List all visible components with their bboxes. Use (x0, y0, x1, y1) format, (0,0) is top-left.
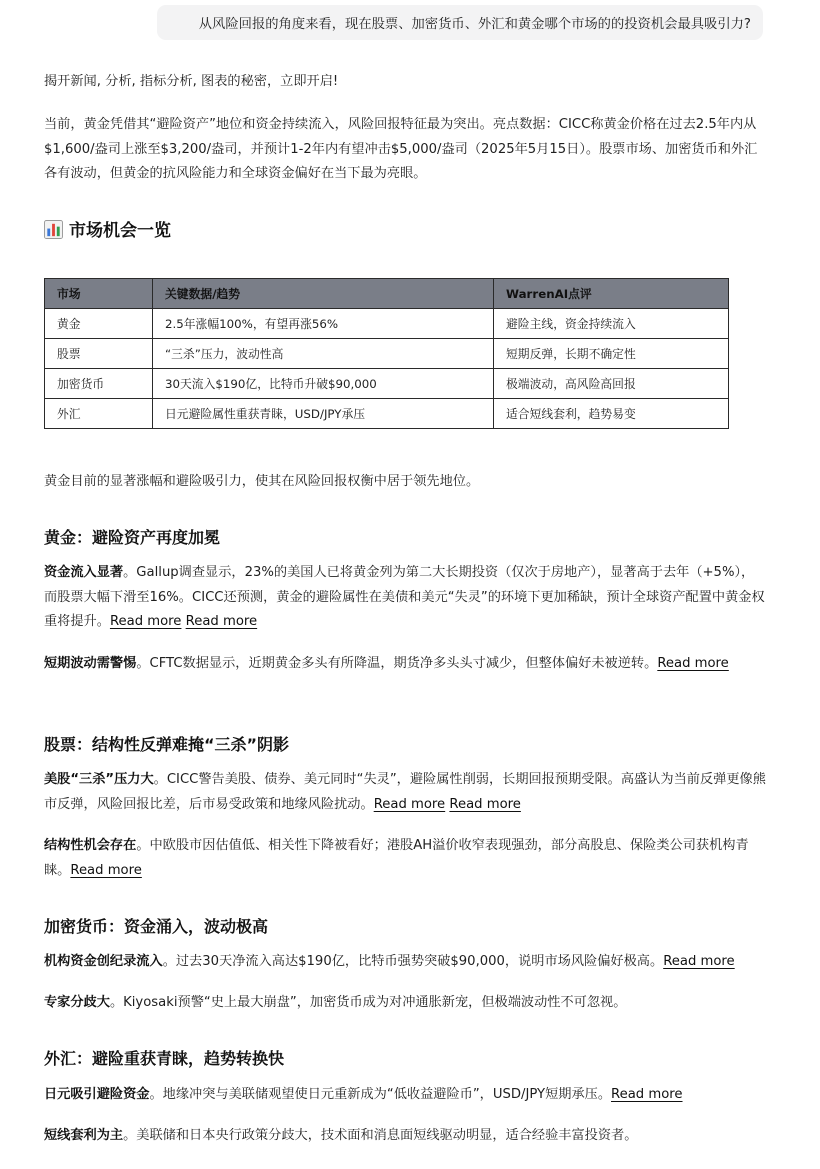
table-cell: “三杀”压力，波动性高 (153, 339, 494, 369)
table-header-cell: 关键数据/趋势 (153, 279, 494, 309)
fx-section-title: 外汇：避险重获青睐，趋势转换快 (44, 1049, 285, 1068)
fx-paragraph-1 (44, 1083, 766, 1108)
table-cell: 避险主线，资金持续流入 (494, 309, 729, 339)
table-row (45, 369, 729, 399)
gold-p1-bold: 资金流入显著 (44, 565, 124, 580)
gold-paragraph-1 (44, 561, 766, 635)
table-cell: 股票 (45, 339, 153, 369)
market-overview-table (44, 278, 729, 429)
conclusion-paragraph: 黄金目前的显著涨幅和避险吸引力，使其在风险回报权衡中居于领先地位。 (44, 474, 480, 489)
read-more-link[interactable]: Read more (185, 614, 258, 629)
intro-line: 揭开新闻, 分析, 指标分析, 图表的秘密，立即开启! (44, 74, 339, 89)
table-cell: 30天流入$190亿，比特币升破$90,000 (153, 369, 494, 399)
stocks-p1-text: 。CICC警告美股、债券、美元同时“失灵”，避险属性削弱，长期回报预期受限。高盛认为当前反弹更像熊市反弹，风险回报比差，后市易受政策和地缘风险扰动。 (44, 772, 766, 812)
overview-heading (44, 216, 171, 241)
table-header-cell: WarrenAI点评 (494, 279, 729, 309)
stocks-paragraph-1 (44, 768, 766, 817)
crypto-paragraph-1 (44, 950, 766, 975)
table-row (45, 339, 729, 369)
table-cell: 日元避险属性重获青睐，USD/JPY承压 (153, 399, 494, 429)
read-more-link[interactable]: Read more (373, 796, 446, 812)
table-cell: 极端波动，高风险高回报 (494, 369, 729, 399)
gold-p1-text: 。Gallup调查显示，23%的美国人已将黄金列为第二大长期投资（仅次于房地产），显著高于去年（+5%），而股票大幅下滑至16%。CICC还预测，黄金的避险属性在美债和美元“失灵”的环境下更加稀缺，预计全球资产配置中黄金权重将提升。 (44, 565, 765, 629)
summary-paragraph: 当前，黄金凭借其“避险资产”地位和资金持续流入，风险回报特征最为突出。亮点数据：CICC称黄金价格在过去2.5年内从$1,600/盎司上涨至$3,200/盎司，并预计1-2年内有望冲击$5,000/盎司（2025年5月15日）。股票市场、加密货币和外汇各有波动，但黄金的抗风险能力和全球资金偏好在当下最为亮眼。 (44, 117, 758, 181)
overview-heading-text: 市场机会一览 (69, 221, 171, 241)
gold-p2-bold: 短期波动需警惕 (44, 656, 137, 671)
bar-chart-icon (44, 220, 63, 239)
table-cell: 适合短线套利，趋势易变 (494, 399, 729, 429)
stocks-paragraph-2 (44, 834, 766, 883)
table-header-row (45, 279, 729, 309)
table-cell: 2.5年涨幅100%，有望再涨56% (153, 309, 494, 339)
table-cell: 短期反弹，长期不确定性 (494, 339, 729, 369)
read-more-link[interactable]: Read more (657, 656, 729, 671)
fx-p1-bold: 日元吸引避险资金 (44, 1087, 150, 1102)
table-cell: 加密货币 (45, 369, 153, 399)
fx-p2-bold: 短线套利为主 (44, 1128, 124, 1143)
gold-p2-text: 。CFTC数据显示，近期黄金多头有所降温，期货净多头头寸减少，但整体偏好未被逆转。 (136, 656, 658, 671)
table-row (45, 399, 729, 429)
table-row (45, 309, 729, 339)
read-more-link[interactable]: Read more (663, 954, 735, 969)
crypto-paragraph-2 (44, 991, 766, 1016)
read-more-link[interactable]: Read more (449, 796, 521, 812)
stocks-p2-bold: 结构性机会存在 (44, 838, 137, 853)
stocks-p2-text: 。中欧股市因估值低、相关性下降被看好；港股AH溢价收窄表现强劲，部分高股息、保险类公司获机构青睐。 (44, 838, 749, 878)
crypto-p2-bold: 专家分歧大 (44, 995, 110, 1010)
crypto-p1-text: 。过去30天净流入高达$190亿，比特币强势突破$90,000，说明市场风险偏好极高。 (162, 954, 664, 969)
stocks-p1-bold: 美股“三杀”压力大 (44, 772, 154, 787)
gold-paragraph-2 (44, 652, 766, 677)
user-message-bubble (157, 5, 763, 40)
table-cell: 黄金 (45, 309, 153, 339)
stocks-section-title: 股票：结构性反弹难掩“三杀”阴影 (44, 735, 290, 754)
read-more-link[interactable]: Read more (611, 1087, 683, 1102)
crypto-section-title: 加密货币：资金涌入，波动极高 (44, 917, 269, 936)
table-header-cell: 市场 (45, 279, 153, 309)
read-more-link[interactable]: Read more (109, 614, 182, 629)
read-more-link[interactable]: Read more (70, 862, 142, 878)
fx-p2-text: 。美联储和日本央行政策分歧大，技术面和消息面短线驱动明显，适合经验丰富投资者。 (123, 1128, 638, 1143)
table-cell: 外汇 (45, 399, 153, 429)
gold-section-title: 黄金：避险资产再度加冕 (44, 528, 221, 547)
fx-p1-text: 。地缘冲突与美联储观望使日元重新成为“低收益避险币”，USD/JPY短期承压。 (149, 1087, 612, 1102)
user-message-text: 从风险回报的角度来看，现在股票、加密货币、外汇和黄金哪个市场的的投资机会最具吸引力? (198, 17, 751, 32)
crypto-p1-bold: 机构资金创纪录流入 (44, 954, 163, 969)
fx-paragraph-2 (44, 1124, 766, 1149)
crypto-p2-text: 。Kiyosaki预警“史上最大崩盘”，加密货币成为对冲通胀新宠，但极端波动性不可忽视。 (109, 995, 627, 1010)
